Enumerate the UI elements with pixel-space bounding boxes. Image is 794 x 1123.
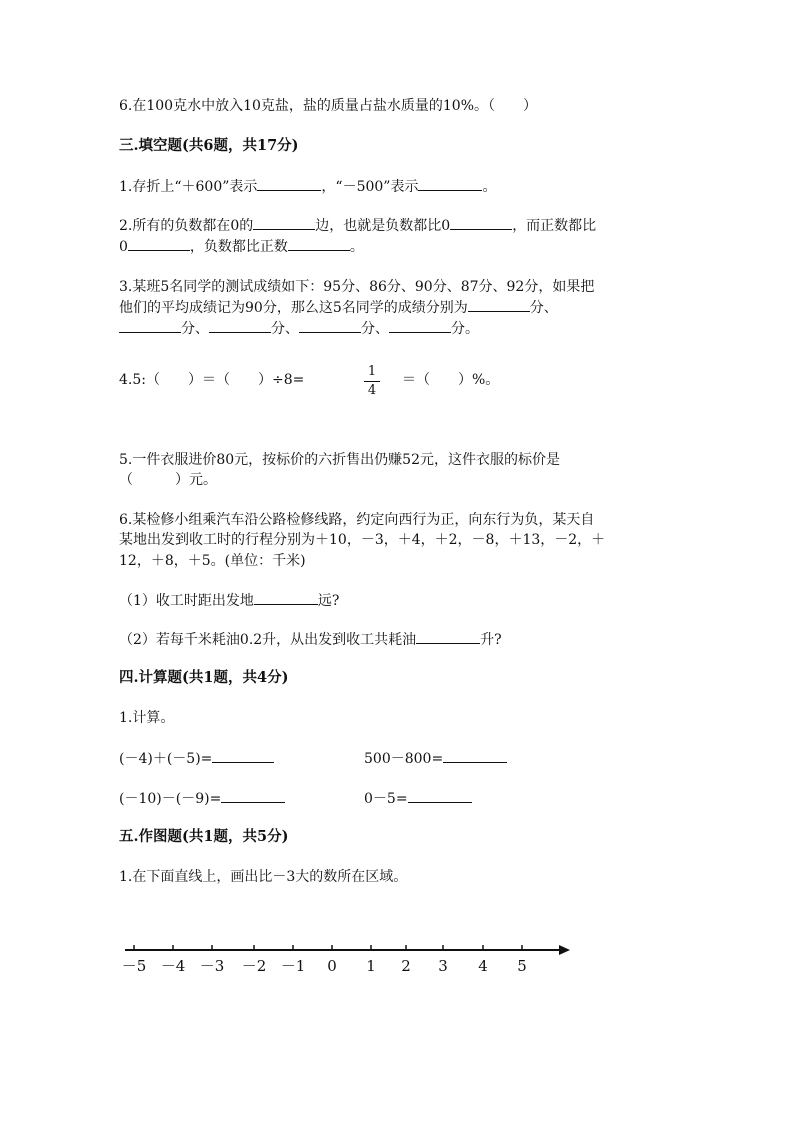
fill-question-5-line-1: 5.一件衣服进价80元，按标价的六折售出仍赚52元，这件衣服的标价是: [119, 452, 560, 468]
fill-q1-part-b: ，“－500”表示: [321, 179, 419, 195]
fill-question-3-line-2: [119, 297, 558, 318]
fill-question-6-line-1: 6.某检修小组乘汽车沿公路检修线路，约定向西行为正，向东行为负，某天自: [119, 512, 595, 528]
answer-blank[interactable]: [253, 215, 315, 230]
expression-text: 500－800=: [364, 751, 444, 767]
section-4-title: 四.计算题(共1题，共4分): [119, 669, 289, 686]
answer-blank[interactable]: [443, 748, 507, 763]
answer-blank[interactable]: [389, 318, 451, 333]
tick-label: 1: [366, 957, 376, 975]
tick-label: 3: [438, 957, 448, 975]
fill-q6-sub1-end: 远?: [317, 593, 340, 609]
fill-q4-part-a: 4.5:（ ）＝（ ）÷8=: [119, 372, 305, 388]
fill-q6-sub1-text: （1）收工时距出发地: [119, 593, 254, 609]
tick-label: －3: [199, 957, 225, 975]
fill-question-2-line-1: [119, 215, 596, 236]
answer-blank[interactable]: [299, 318, 361, 333]
expression-text: (－4)＋(－5)=: [119, 751, 213, 767]
fill-q6-sub2-end: 升?: [480, 632, 502, 648]
fraction-one-quarter: [364, 364, 380, 399]
tick-label: －4: [160, 957, 186, 975]
answer-blank[interactable]: [128, 236, 190, 251]
fill-q2-part-e: ，负数都比正数: [189, 239, 288, 255]
drawing-question-1: 1.在下面直线上，画出比－3大的数所在区域。: [119, 869, 408, 885]
answer-blank[interactable]: [450, 215, 512, 230]
fill-q2-part-b: 边，也就是负数都比0: [315, 218, 451, 234]
expression-text: (－10)－(－9)=: [119, 791, 222, 807]
fill-q1-part-c: 。: [482, 179, 497, 195]
calc-expression-1: [119, 748, 274, 769]
tick-label: 5: [517, 957, 527, 975]
fill-question-6-line-2: 某地出发到收工时的行程分别为＋10，－3，＋4，＋2，－8，＋13，－2，＋: [119, 532, 606, 548]
fill-question-3-line-1: 3.某班5名同学的测试成绩如下：95分、86分、90分、87分、92分，如果把: [119, 279, 595, 295]
answer-blank[interactable]: [418, 176, 482, 191]
calc-question-1: 1.计算。: [119, 710, 175, 726]
fill-q2-part-c: ，而正数都比: [512, 218, 597, 234]
fill-question-1: [119, 176, 496, 197]
fill-q2-part-d: 0: [119, 239, 128, 255]
fraction-denominator: 4: [367, 383, 377, 398]
fill-q6-sub2-text: （2）若每千米耗油0.2升，从出发到收工共耗油: [119, 632, 417, 648]
tick-label: －5: [121, 957, 147, 975]
number-line[interactable]: [0, 930, 794, 1010]
fill-q3-text: 他们的平均成绩记为90分，那么这5名同学的成绩分别为: [119, 300, 468, 316]
fill-q2-part-a: 2.所有的负数都在0的: [119, 218, 254, 234]
fill-question-4: [119, 370, 304, 390]
answer-blank[interactable]: [288, 236, 350, 251]
fill-q3-unit: 分、: [361, 321, 389, 337]
answer-blank[interactable]: [119, 318, 181, 333]
fill-question-5-line-2: （ ）元。: [119, 472, 217, 488]
tick-label: －2: [241, 957, 267, 975]
answer-blank[interactable]: [212, 748, 274, 763]
fill-question-6-sub-1: [119, 590, 339, 611]
answer-blank[interactable]: [408, 788, 472, 803]
judge-question-6-text: 6.在100克水中放入10克盐，盐的质量占盐水质量的10%。（ ）: [119, 98, 538, 114]
answer-blank[interactable]: [257, 176, 321, 191]
fill-question-2-line-2: [119, 236, 364, 257]
judge-question-6: [119, 96, 537, 116]
tick-label: 4: [478, 957, 488, 975]
answer-blank[interactable]: [416, 629, 480, 644]
fill-question-6-line-3: 12，＋8，＋5。(单位：千米): [119, 553, 306, 569]
fill-question-3-line-3: [119, 318, 479, 339]
fill-q1-part-a: 1.存折上“＋600”表示: [119, 179, 258, 195]
tick-label: 0: [327, 957, 337, 975]
number-line-arrow: [559, 945, 570, 955]
expression-text: 0－5=: [364, 791, 408, 807]
fill-q3-unit: 分、: [181, 321, 209, 337]
calc-expression-3: [119, 788, 285, 809]
fraction-numerator: 1: [367, 364, 377, 379]
answer-blank[interactable]: [209, 318, 271, 333]
calc-expression-2: [364, 748, 507, 769]
fill-q3-end: 分。: [451, 321, 479, 337]
calc-expression-4: [364, 788, 472, 809]
fill-question-6-sub-2: [119, 629, 502, 650]
section-5-title: 五.作图题(共1题，共5分): [119, 828, 289, 845]
fraction-bar: [364, 381, 380, 382]
fill-question-4-tail: ＝（ ）%。: [402, 372, 500, 388]
tick-label: －1: [280, 957, 306, 975]
answer-blank[interactable]: [221, 788, 285, 803]
fill-q3-unit: 分、: [271, 321, 299, 337]
answer-blank[interactable]: [468, 297, 530, 312]
answer-blank[interactable]: [254, 590, 318, 605]
tick-label: 2: [401, 957, 411, 975]
section-3-title: 三.填空题(共6题，共17分): [119, 137, 299, 154]
fill-q2-part-f: 。: [349, 239, 364, 255]
fill-q3-unit: 分、: [529, 300, 558, 316]
